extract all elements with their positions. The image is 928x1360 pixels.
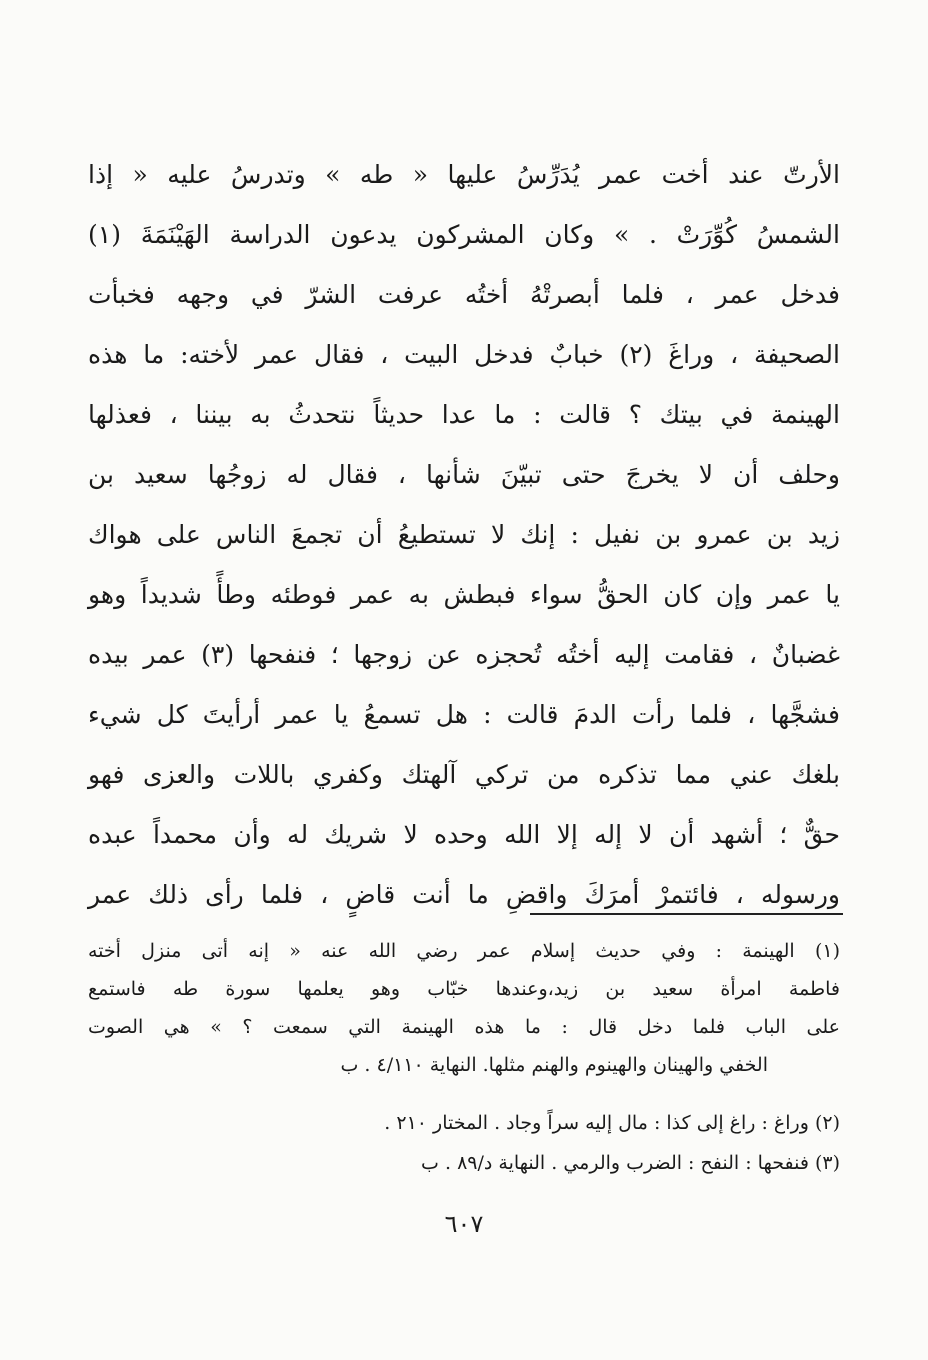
body-line-5: الهينمة في بيتك ؟ قالت : ما عدا حديثاً نتحدثُ به بيننا ، فعذلها — [88, 400, 840, 429]
page-number: ٦٠٧ — [444, 1210, 484, 1238]
body-line-10: فشجَّها ، فلما رأت الدمَ قالت : هل تسمعُ يا عمر أرأيتَ كل شيء — [88, 700, 840, 729]
body-line-2: الشمسُ كُوِّرَتْ . » وكان المشركون يدعون الدراسة الهَيْنَمَةَ (١) — [88, 220, 840, 249]
body-line-1: الأرتّ عند أخت عمر يُدَرِّسُ عليها « طه » وتدرسُ عليه « إذا — [88, 160, 840, 189]
body-line-7: زيد بن عمرو بن نفيل : إنك لا تستطيعُ أن تجمعَ الناس على هواك — [88, 520, 840, 549]
body-line-12: حقٌّ ؛ أشهد أن لا إله إلا الله وحده لا شريك له وأن محمداً عبده — [88, 820, 840, 849]
footnote-3: (٣) فنفحها : النفح : الضرب والرمي . النهاية د/٨٩ . ب — [421, 1152, 840, 1174]
footnote-1-line-4: الخفي والهينان والهينوم والهنم مثلها. النهاية ٤/١١٠ . ب — [340, 1054, 768, 1076]
body-line-11: بلغك عني مما تذكره من تركي آلهتك وكفري باللات والعزى فهو — [88, 760, 840, 789]
footnote-2: (٢) وراغ : راغ إلى كذا : مال إليه سراً وجاد . المختار ٢١٠ . — [384, 1112, 840, 1134]
body-line-13: ورسوله ، فائتمرْ أمرَكَ واقضِ ما أنت قاضٍ ، فلما رأى ذلك عمر — [88, 880, 840, 909]
footnote-1-line-1: (١) الهينمة : وفي حديث إسلام عمر رضي الله عنه « إنه أتى منزل أخته — [88, 940, 840, 962]
body-line-4: الصحيفة ، وراغَ (٢) خبابٌ فدخل البيت ، فقال عمر لأخته: ما هذه — [88, 340, 840, 369]
footnote-separator — [530, 913, 843, 915]
footnote-1-line-2: فاطمة امرأة سعيد بن زيد،وعندها خبّاب وهو يعلمها سورة طه فاستمع — [88, 978, 840, 1000]
body-line-6: وحلف أن لا يخرجَ حتى تبيّنَ شأنها ، فقال له زوجُها سعيد بن — [88, 460, 840, 489]
footnote-1-line-3: على الباب فلما دخل قال : ما هذه الهينمة التي سمعت ؟ » هي الصوت — [88, 1016, 840, 1038]
body-line-8: يا عمر وإن كان الحقُّ سواء فبطش به عمر فوطئه وطأً شديداً وهو — [88, 580, 840, 609]
body-line-3: فدخل عمر ، فلما أبصرتْهُ أختُه عرفت الشرّ في وجهه فخبأت — [88, 280, 840, 309]
body-line-9: غضبانٌ ، فقامت إليه أختُه تُحجزه عن زوجها ؛ فنفحها (٣) عمر بيده — [88, 640, 840, 669]
